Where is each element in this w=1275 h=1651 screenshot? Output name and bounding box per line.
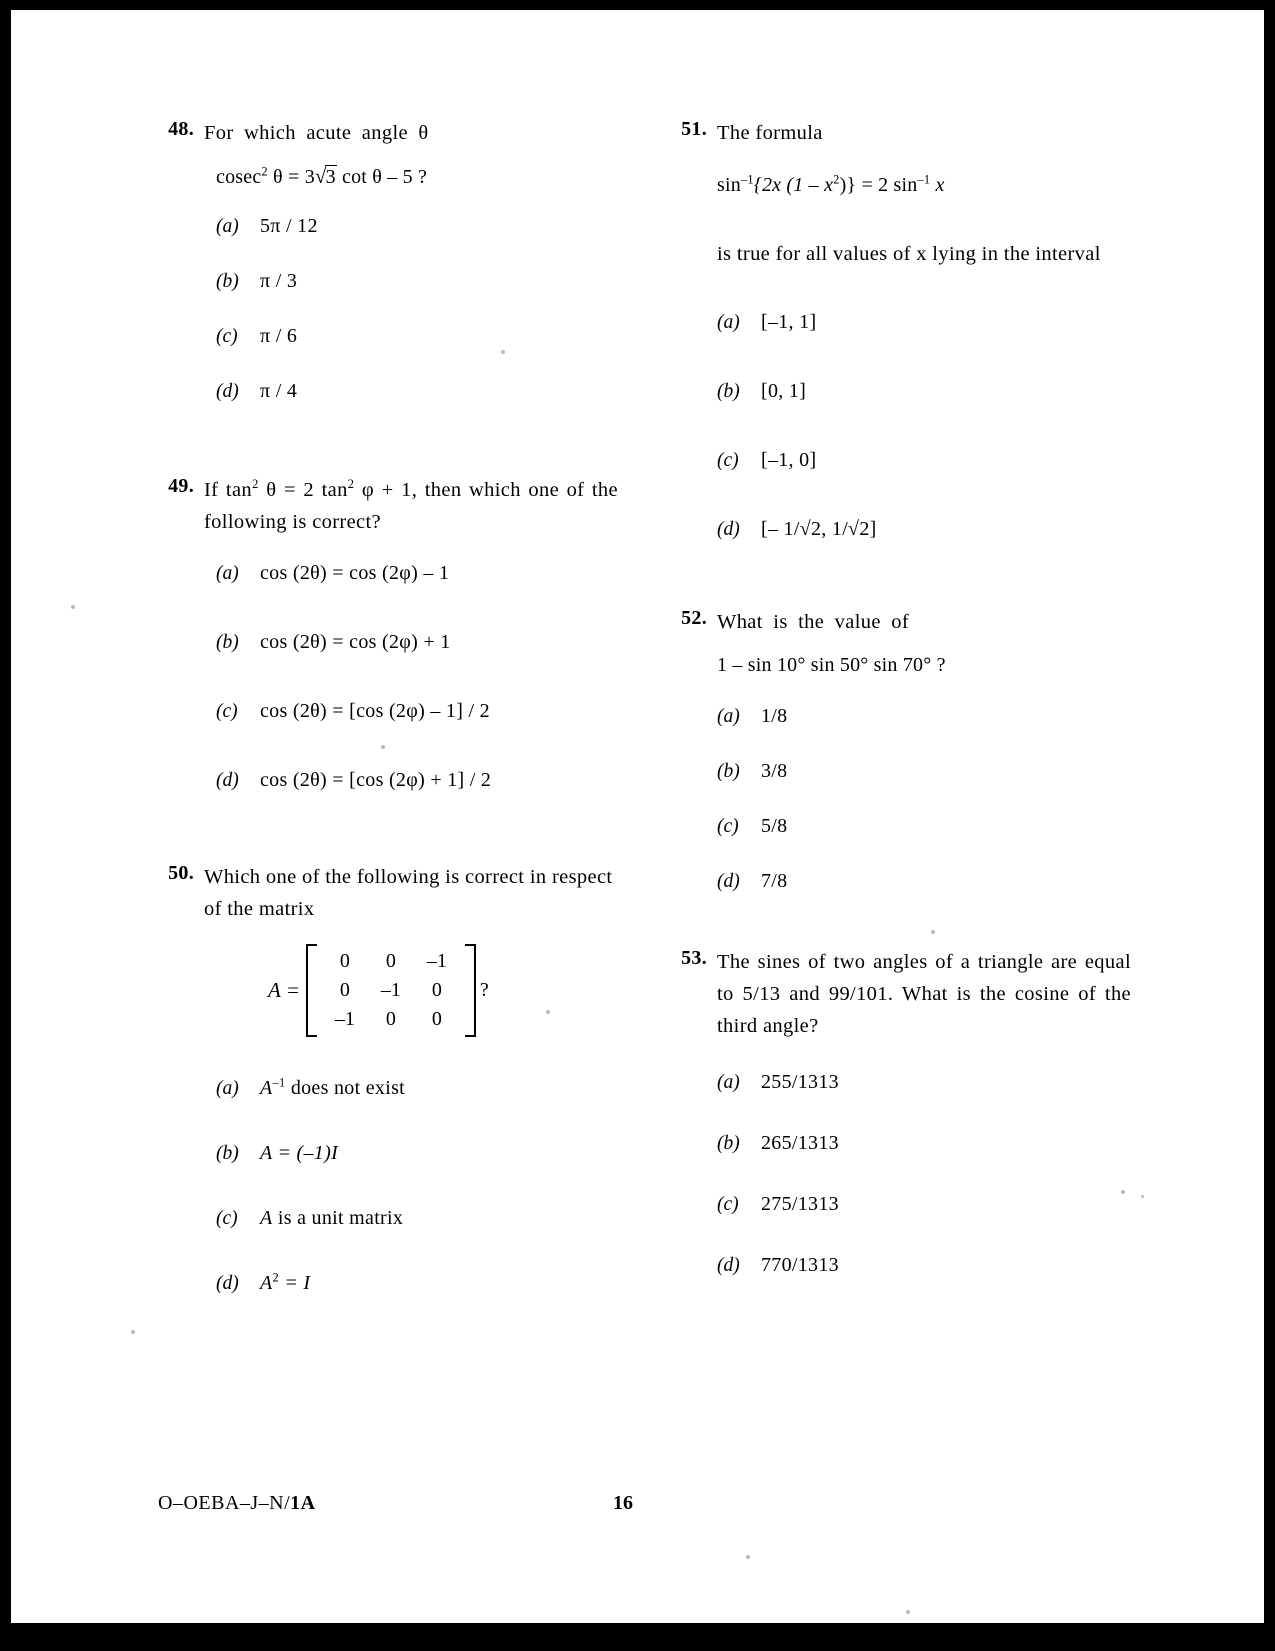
option-51-c[interactable]	[717, 449, 1131, 472]
option-text: cos (2θ) = cos (2φ) – 1	[260, 562, 450, 585]
option-text: 5π / 12	[260, 214, 318, 237]
opt-exp: –1	[272, 1075, 286, 1090]
matrix-cell: –1	[334, 1007, 355, 1030]
formula-radicand: 3	[325, 165, 336, 188]
matrix-label: A =	[268, 977, 300, 1002]
matrix-cell: 0	[385, 1007, 396, 1030]
option-label: (d)	[216, 380, 239, 402]
option-49-a[interactable]	[216, 562, 618, 585]
question-52-text: What is the value of	[717, 610, 910, 633]
option-text: π / 4	[260, 379, 298, 402]
f51-body: {2x (1 – x	[753, 173, 834, 196]
option-52-b[interactable]	[717, 760, 1131, 783]
footer-code-bold: 1A	[290, 1492, 316, 1514]
option-text: [– 1/√2, 1/√2]	[761, 517, 877, 540]
question-53-text: The sines of two angles of a triangle are equal to 5/13 and 99/101. What is the cosine of the third angle?	[717, 951, 1131, 1037]
question-49-text	[204, 475, 618, 539]
formula-tail: cot θ – 5 ?	[342, 165, 428, 188]
option-48-a[interactable]	[216, 215, 618, 238]
option-49-c[interactable]	[216, 700, 618, 723]
option-48-d[interactable]	[216, 380, 618, 403]
formula-theta: θ = 3	[273, 165, 315, 188]
opt-pre: A	[260, 1206, 273, 1229]
option-label: (c)	[717, 449, 739, 471]
option-50-d[interactable]	[216, 1272, 618, 1295]
option-label: (c)	[216, 325, 238, 347]
option-label: (d)	[717, 1254, 740, 1276]
question-53-options	[671, 1071, 1131, 1277]
option-text	[260, 1207, 403, 1230]
matrix-table	[322, 947, 460, 1034]
option-label: (c)	[216, 1207, 238, 1229]
option-text: cos (2θ) = [cos (2φ) – 1] / 2	[260, 700, 490, 723]
matrix-cell: 0	[339, 978, 350, 1001]
q49-exp2: 2	[347, 476, 355, 491]
option-text: [0, 1]	[761, 379, 807, 402]
option-label: (c)	[216, 701, 238, 723]
f51-exp3: –1	[917, 172, 931, 187]
opt-pre: A = (–1)I	[260, 1141, 339, 1164]
question-48	[158, 118, 618, 403]
question-52	[671, 607, 1131, 894]
option-53-d[interactable]	[717, 1254, 1131, 1277]
option-text: [–1, 0]	[761, 448, 817, 471]
page-content	[11, 10, 1264, 1623]
option-label: (a)	[717, 1071, 740, 1093]
matrix-cell: 0	[385, 949, 396, 972]
question-51-options	[671, 311, 1131, 541]
opt-post: is a unit matrix	[272, 1206, 404, 1229]
option-text: [–1, 1]	[761, 310, 817, 333]
matrix-cell: –1	[426, 949, 447, 972]
question-52-number: 52.	[681, 606, 707, 629]
option-text: cos (2θ) = [cos (2φ) + 1] / 2	[260, 769, 492, 792]
option-label: (d)	[717, 871, 740, 893]
question-51-text: The formula	[717, 122, 823, 144]
question-52-options	[671, 705, 1131, 893]
question-48-formula	[216, 164, 618, 189]
opt-post: does not exist	[285, 1076, 406, 1099]
option-label: (d)	[216, 770, 239, 792]
footer-page-number: 16	[613, 1492, 633, 1514]
matrix-row	[322, 1005, 460, 1034]
question-53	[671, 947, 1131, 1276]
question-49-header	[158, 475, 618, 539]
option-text: 265/1313	[761, 1131, 839, 1154]
q49-exp1: 2	[252, 476, 259, 491]
option-text: cos (2θ) = cos (2φ) + 1	[260, 631, 451, 654]
option-53-a[interactable]	[717, 1071, 1131, 1094]
question-49	[158, 475, 618, 793]
question-53-header	[671, 947, 1131, 1042]
option-text	[260, 1077, 405, 1100]
question-50-header	[158, 862, 618, 926]
question-52-header	[671, 607, 1131, 639]
sqrt-icon: √3	[314, 163, 336, 188]
question-51-formula	[717, 174, 1131, 197]
right-column	[671, 118, 1131, 1277]
question-53-number: 53.	[681, 947, 707, 970]
matrix-question-mark: ?	[479, 978, 489, 1001]
option-text: 770/1313	[761, 1253, 839, 1276]
f51-exp1: –1	[740, 172, 754, 187]
option-text	[260, 1142, 338, 1165]
f51-exp2: 2	[833, 172, 840, 187]
q49-part2: θ = 2 tan	[258, 478, 348, 501]
question-50-options	[158, 1077, 618, 1295]
option-51-b[interactable]	[717, 380, 1131, 403]
matrix-cell: –1	[380, 978, 401, 1001]
option-50-b[interactable]	[216, 1142, 618, 1165]
footer-code-plain: O–OEBA–J–N/	[158, 1492, 291, 1514]
f51-tail: x	[930, 173, 945, 196]
option-53-b[interactable]	[717, 1132, 1131, 1155]
page-sheet	[11, 10, 1264, 1623]
option-53-c[interactable]	[717, 1193, 1131, 1216]
opt-pre: A	[260, 1271, 273, 1294]
question-51-text-after: is true for all values of x lying in the interval	[717, 242, 1101, 265]
opt-pre: A	[260, 1076, 273, 1099]
option-label: (a)	[717, 311, 740, 333]
option-51-a[interactable]	[717, 311, 1131, 334]
formula-exponent: 2	[261, 164, 268, 179]
question-51-header	[671, 118, 1131, 150]
scan-speck	[906, 1610, 910, 1614]
matrix-bracket	[306, 944, 476, 1037]
option-52-c[interactable]	[717, 815, 1131, 838]
question-48-options	[158, 215, 618, 403]
q49-part3: φ + 1, then which one of the following is correct?	[204, 478, 618, 533]
f51-sin: sin	[717, 173, 741, 196]
question-50-matrix	[268, 944, 618, 1037]
option-text	[260, 1272, 310, 1295]
option-text: 255/1313	[761, 1070, 839, 1093]
option-50-c[interactable]	[216, 1207, 618, 1230]
option-49-b[interactable]	[216, 631, 618, 654]
question-50	[158, 862, 618, 1295]
option-text: 1/8	[761, 705, 788, 728]
option-label: (b)	[216, 1142, 239, 1164]
opt-exp: 2	[272, 1270, 280, 1285]
option-text: 7/8	[761, 870, 788, 893]
left-column	[158, 118, 618, 1295]
option-label: (b)	[717, 380, 740, 402]
matrix-cell: 0	[339, 949, 350, 972]
option-48-b[interactable]	[216, 270, 618, 293]
option-label: (a)	[717, 706, 740, 728]
matrix-row	[322, 947, 460, 976]
option-52-a[interactable]	[717, 705, 1131, 728]
option-52-d[interactable]	[717, 870, 1131, 893]
question-50-number: 50.	[168, 862, 194, 885]
question-48-text: For which acute angle θ	[204, 122, 429, 144]
option-label: (c)	[717, 816, 739, 838]
opt-post: = I	[279, 1271, 311, 1294]
option-label: (a)	[216, 1077, 239, 1099]
q49-part1: If tan	[204, 478, 252, 501]
f51-body2: )} = 2 sin	[839, 173, 918, 196]
option-label: (b)	[717, 761, 740, 783]
footer-paper-code	[158, 1492, 316, 1515]
question-49-options	[158, 562, 618, 792]
question-48-number: 48.	[168, 118, 194, 140]
option-text: 3/8	[761, 760, 788, 783]
matrix-cell: 0	[431, 1007, 442, 1030]
option-label: (a)	[216, 215, 239, 237]
option-49-d[interactable]	[216, 769, 618, 792]
question-51	[671, 118, 1131, 541]
option-label: (b)	[216, 632, 239, 654]
question-49-number: 49.	[168, 474, 194, 497]
option-50-a[interactable]	[216, 1077, 618, 1100]
option-label: (b)	[717, 1132, 740, 1154]
question-51-number: 51.	[681, 118, 707, 140]
option-label: (d)	[717, 518, 740, 540]
scan-speck	[71, 605, 75, 609]
option-text: π / 3	[260, 269, 298, 292]
option-text: 5/8	[761, 815, 788, 838]
question-48-header	[158, 118, 618, 150]
option-label: (d)	[216, 1272, 239, 1294]
matrix-cell: 0	[431, 978, 442, 1001]
question-52-formula: 1 – sin 10° sin 50° sin 70° ?	[717, 654, 946, 677]
option-text: π / 6	[260, 324, 298, 347]
scan-speck	[746, 1555, 750, 1559]
question-50-text: Which one of the following is correct in respect of the matrix	[204, 866, 613, 921]
scan-speck	[1141, 1195, 1144, 1198]
option-text: 275/1313	[761, 1192, 839, 1215]
formula-lead: cosec	[216, 165, 262, 188]
option-label: (c)	[717, 1193, 739, 1215]
matrix-row	[322, 976, 460, 1005]
option-48-c[interactable]	[216, 325, 618, 348]
option-label: (b)	[216, 270, 239, 292]
page-footer	[158, 1492, 1118, 1515]
scan-speck	[131, 1330, 135, 1334]
option-51-d[interactable]	[717, 518, 1131, 541]
option-label: (a)	[216, 563, 239, 585]
